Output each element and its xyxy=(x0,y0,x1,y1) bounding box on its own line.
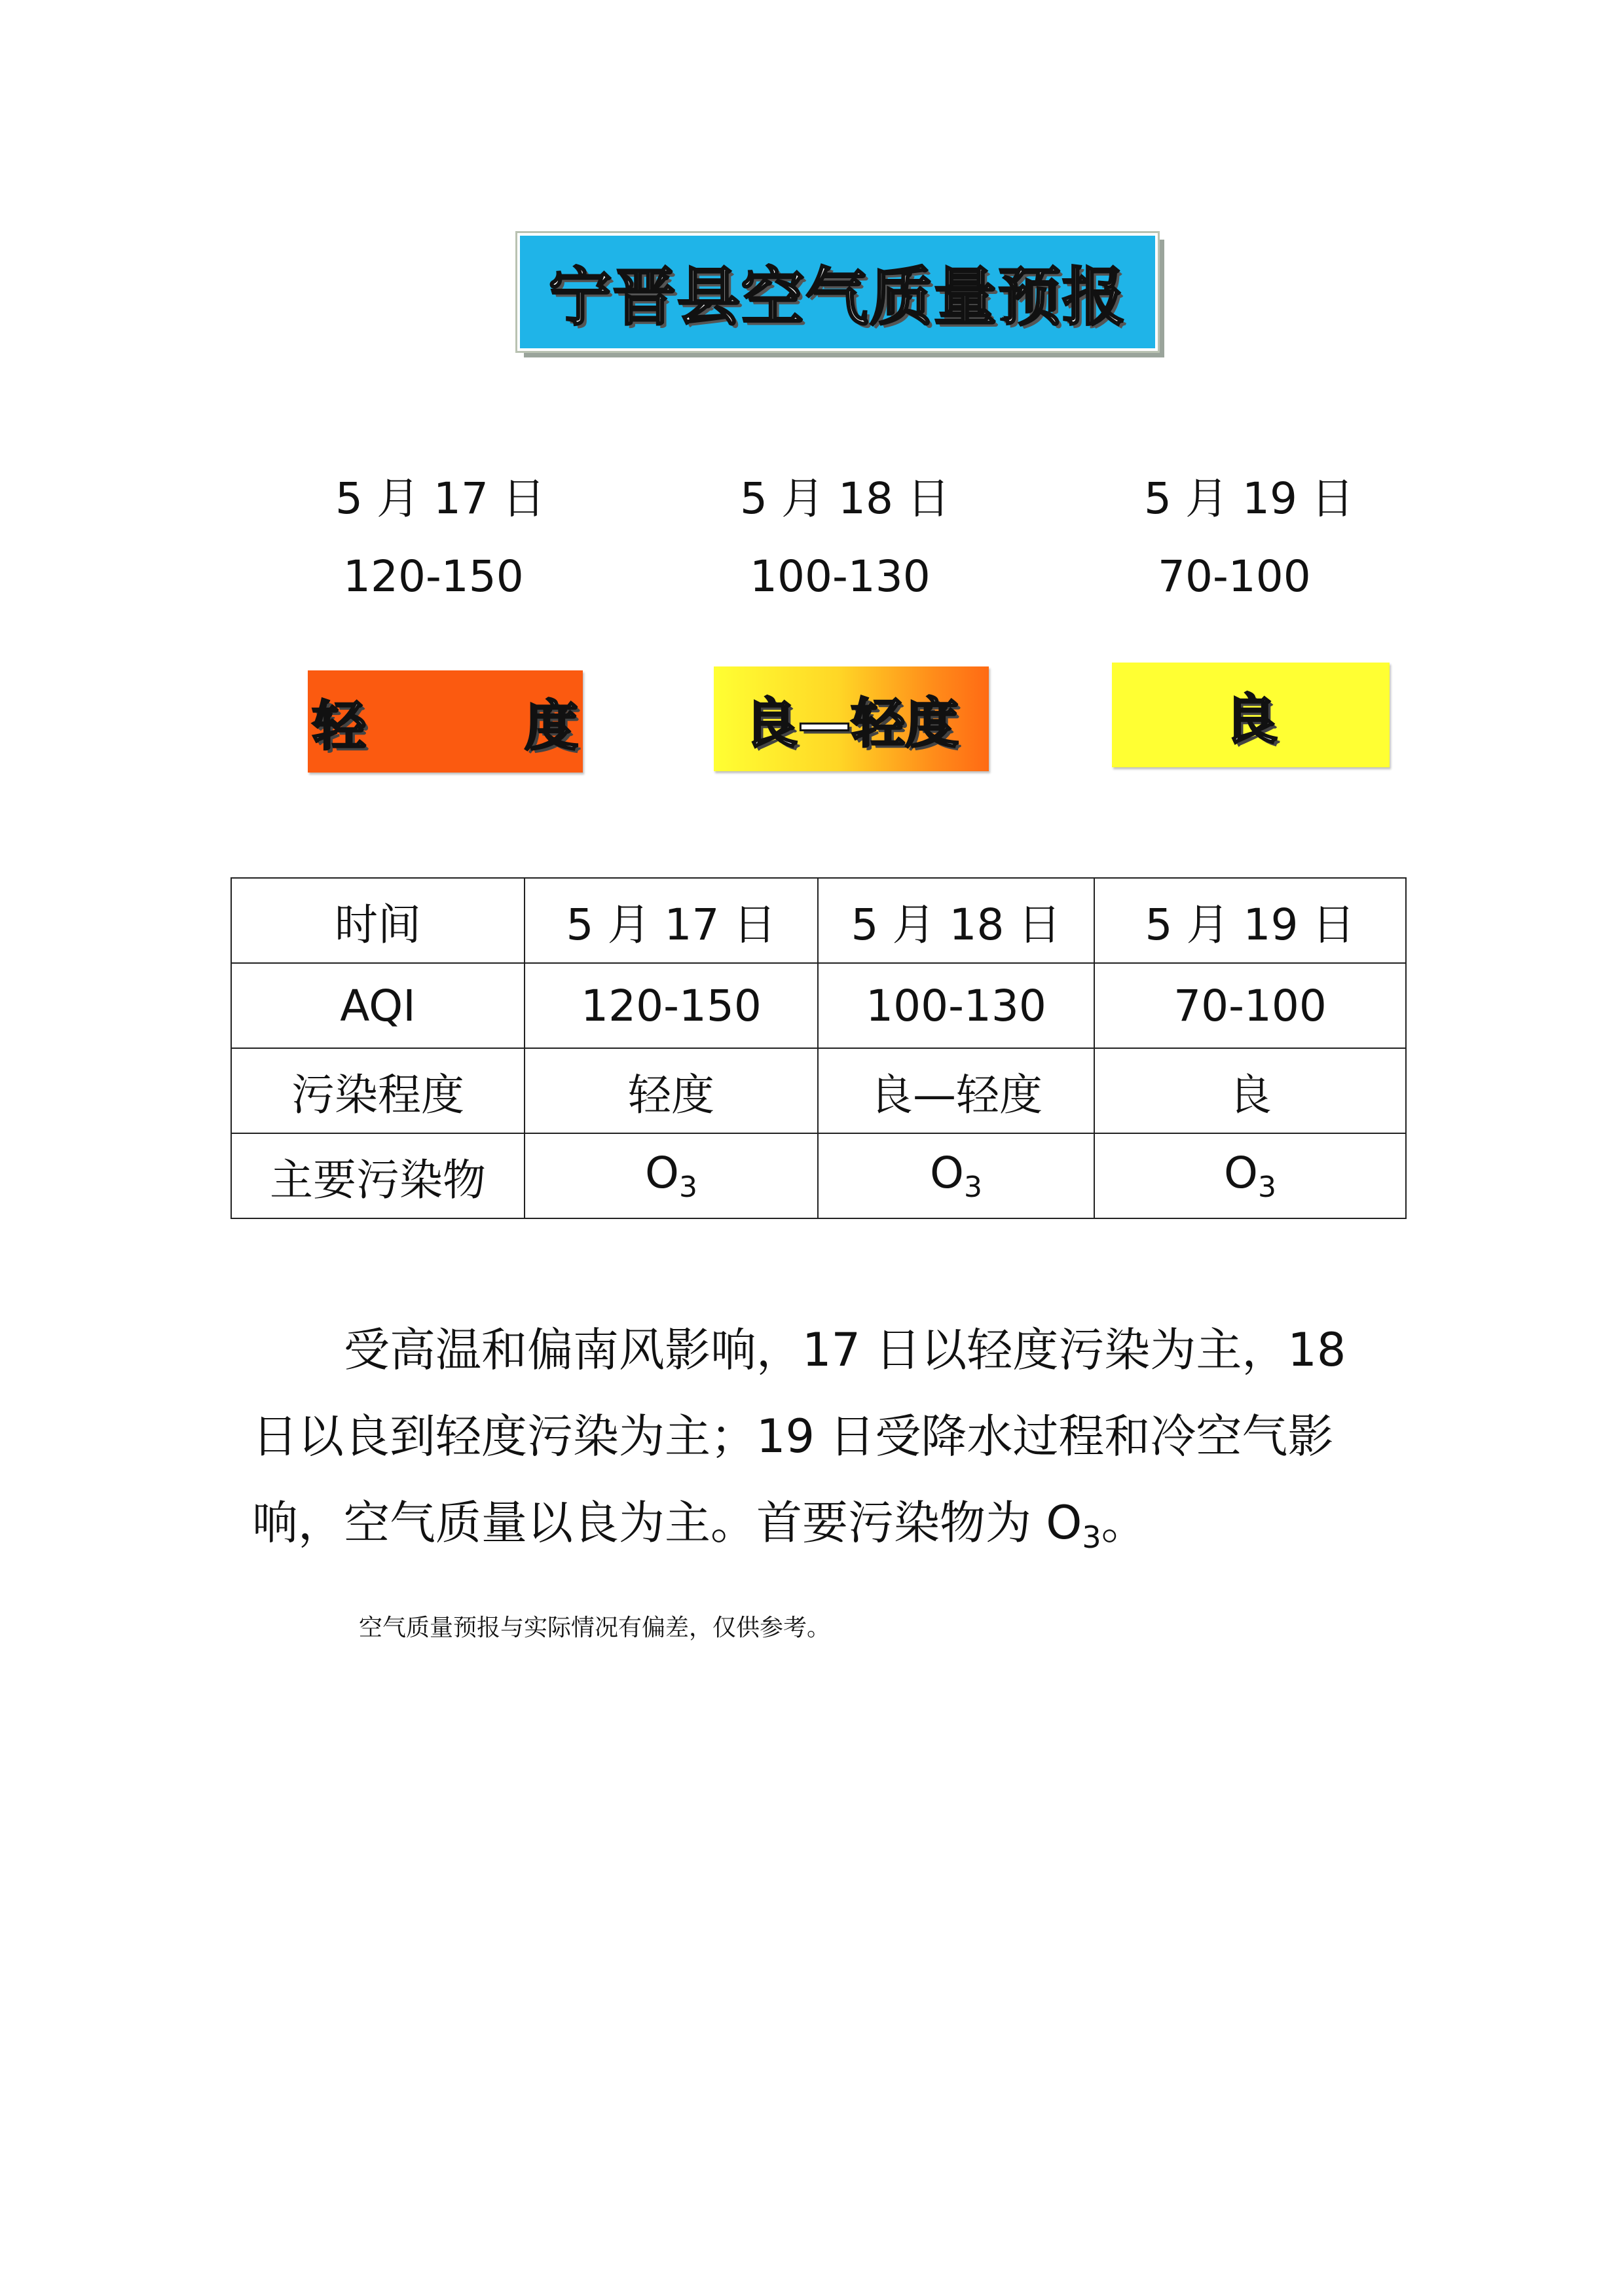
pollutant-symbol: O xyxy=(645,1148,679,1198)
table-cell: 轻度 xyxy=(525,1048,818,1133)
table-row-label: AQI xyxy=(231,963,525,1048)
table-header-cell: 时间 xyxy=(231,878,525,963)
table-header-row xyxy=(231,878,1406,963)
table-row-label: 污染程度 xyxy=(231,1048,525,1133)
level-badge-label: 良 xyxy=(1223,688,1278,751)
level-badge-label: 良—轻度 xyxy=(743,692,959,755)
forecast-range-1: 120-150 xyxy=(343,551,524,602)
forecast-date-1: 5 月 17 日 xyxy=(335,473,545,524)
table-row xyxy=(231,963,1406,1048)
level-badge-label: 轻 度 xyxy=(312,695,631,757)
pollutant-symbol: O xyxy=(930,1148,964,1198)
title-banner xyxy=(517,233,1158,351)
pollutant-subscript: 3 xyxy=(678,1171,697,1204)
table-header-cell: 5 月 17 日 xyxy=(525,878,818,963)
level-badge-3 xyxy=(1112,663,1390,767)
table-row xyxy=(231,1048,1406,1133)
forecast-date-3: 5 月 19 日 xyxy=(1144,473,1354,524)
level-badge-1 xyxy=(308,670,631,773)
table-cell: 良—轻度 xyxy=(818,1048,1094,1133)
aqi-table xyxy=(231,877,1407,1219)
description-subscript: 3 xyxy=(1082,1520,1101,1555)
table-row xyxy=(231,1133,1406,1218)
page-title: 宁晋县空气质量预报 xyxy=(549,260,1126,334)
table-cell xyxy=(525,1133,818,1218)
pollutant-symbol: O xyxy=(1224,1148,1258,1198)
table-cell: 100-130 xyxy=(818,963,1094,1048)
table-row-label: 主要污染物 xyxy=(231,1133,525,1218)
forecast-date-2: 5 月 18 日 xyxy=(740,473,950,524)
level-badge-2 xyxy=(714,666,989,771)
forecast-range-2: 100-130 xyxy=(750,551,931,602)
table-cell xyxy=(1094,1133,1406,1218)
table-cell: 良 xyxy=(1094,1048,1406,1133)
pollutant-subscript: 3 xyxy=(1257,1171,1276,1204)
pollutant-subscript: 3 xyxy=(963,1171,982,1204)
description-line-3 xyxy=(252,1480,1392,1580)
table-cell: 70-100 xyxy=(1094,963,1406,1048)
description-line-3-text: 响，空气质量以良为主。首要污染物为 O xyxy=(252,1496,1082,1550)
disclaimer-note: 空气质量预报与实际情况有偏差，仅供参考。 xyxy=(359,1614,831,1641)
description-line-3-end: 。 xyxy=(1101,1496,1147,1550)
forecast-range-3: 70-100 xyxy=(1158,551,1311,602)
description-line-1: 受高温和偏南风影响，17 日以轻度污染为主，18 xyxy=(344,1323,1346,1377)
table-header-cell: 5 月 19 日 xyxy=(1094,878,1406,963)
description-line-2: 日以良到轻度污染为主；19 日受降水过程和冷空气影 xyxy=(252,1410,1334,1463)
table-cell: 120-150 xyxy=(525,963,818,1048)
table-cell xyxy=(818,1133,1094,1218)
forecast-description xyxy=(252,1307,1392,1580)
table-header-cell: 5 月 18 日 xyxy=(818,878,1094,963)
